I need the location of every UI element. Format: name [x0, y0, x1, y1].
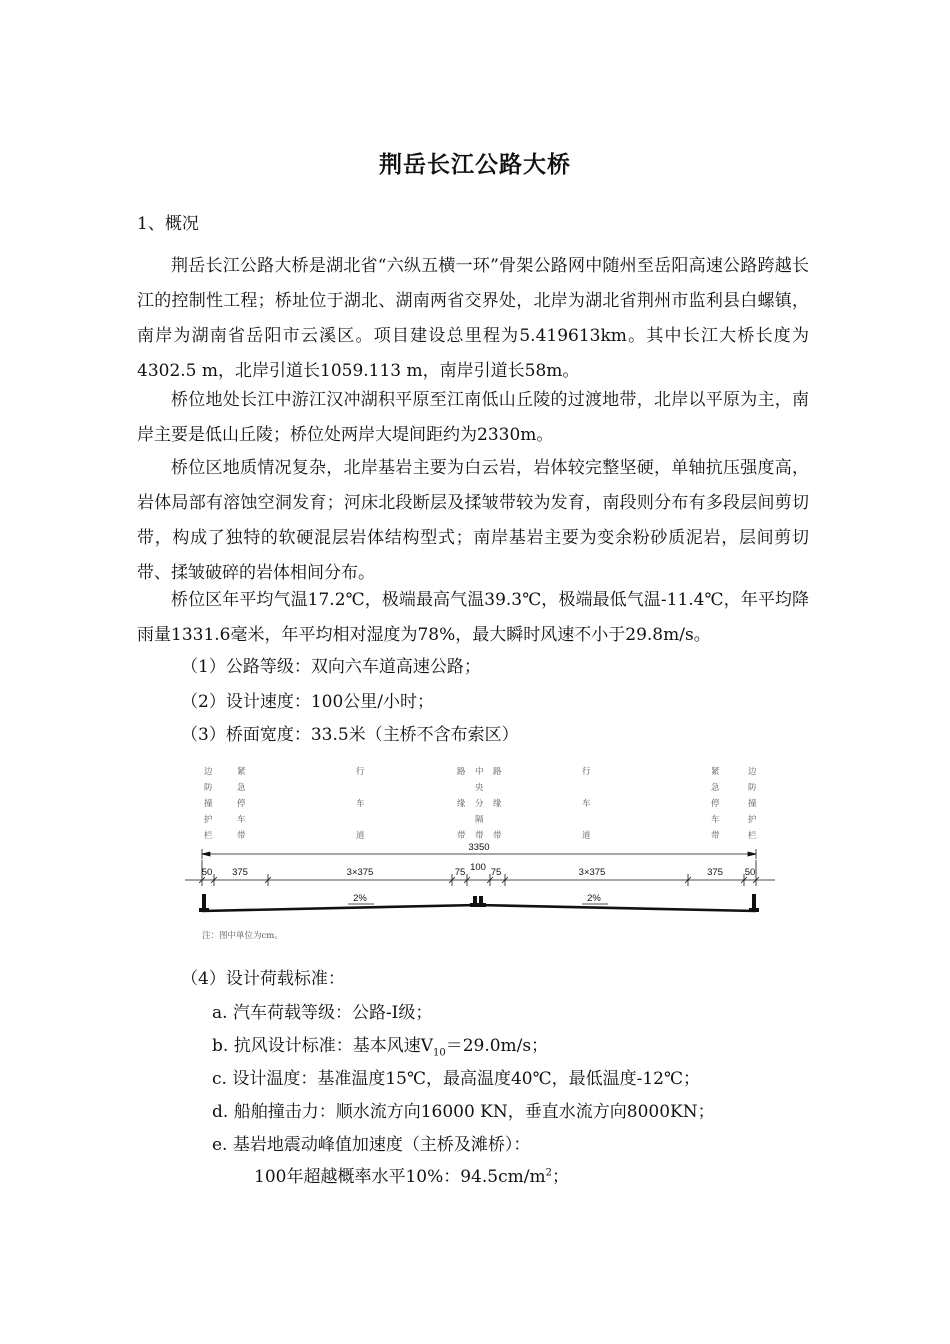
guardrail-right-shape [749, 894, 759, 912]
svg-text:急: 急 [711, 783, 720, 793]
load-item-a: a. 汽车荷载等级：公路-Ⅰ级； [212, 1003, 433, 1023]
svg-text:车: 车 [356, 799, 365, 809]
label-edge-left [457, 766, 466, 841]
paragraph-geology: 桥位区地质情况复杂，北岸基岩主要为白云岩，岩体较完整坚硬，单轴抗压强度高，岩体局部有溶蚀空洞发育；河床北段断层及揉皱带较为发育，南段则分布有多段层间剪切带，构成了独特的软硬混层岩体结构型式；南岸基岩主要为变余粉砂质泥岩，层间剪切带、揉皱破碎的岩体相间分布。 [137, 458, 809, 583]
slope-left-label: 2% [353, 893, 367, 904]
label-lane-right [582, 766, 591, 841]
svg-text:带: 带 [475, 831, 484, 841]
median-barrier-shape [470, 896, 486, 907]
page-title: 荆岳长江公路大桥 [379, 152, 571, 178]
paragraph-climate: 桥位区年平均气温17.2℃，极端最高气温39.3℃，极端最低气温-11.4℃，年平均降雨量1331.6毫米，年平均相对湿度为78%，最大瞬时风速不小于29.8m/s。 [137, 590, 809, 645]
svg-text:边: 边 [204, 767, 213, 777]
svg-text:央: 央 [475, 783, 484, 793]
load-item-c: c. 设计温度：基准温度15℃，最高温度40℃，最低温度-12℃； [212, 1069, 701, 1089]
label-emergency-left [237, 766, 246, 841]
loads-heading: （4）设计荷载标准： [181, 969, 345, 989]
svg-text:栏: 栏 [748, 831, 757, 841]
svg-text:带: 带 [493, 831, 502, 841]
svg-text:护: 护 [204, 815, 213, 825]
svg-text:防: 防 [204, 783, 213, 793]
svg-text:路: 路 [457, 767, 466, 777]
svg-text:缘: 缘 [457, 799, 466, 809]
svg-text:栏: 栏 [204, 831, 213, 841]
paragraph-overview: 荆岳长江公路大桥是湖北省“六纵五横一环”骨架公路网中随州至岳阳高速公路跨越长江的控制性工程；桥址位于湖北、湖南两省交界处，北岸为湖北省荆州市监利县白螺镇，南岸为湖南省岳阳市云溪区。项目建设总里程为5.419613km。其中长江大桥长度为4302.5 m，北岸引道长1059.113 m，南岸引道长58m。 [137, 256, 809, 381]
dimension-total-label: 3350 [468, 842, 490, 853]
label-median [475, 766, 484, 841]
slope-right-label: 2% [587, 893, 601, 904]
dim-edge-right: 75 [490, 867, 502, 878]
label-guardrail-right [748, 766, 757, 841]
load-item-e: e. 基岩地震动峰值加速度（主桥及滩桥）： [212, 1135, 531, 1155]
svg-text:行: 行 [356, 767, 365, 777]
load-item-b: b. 抗风设计标准：基本风速$V_{10}=29.0m/s$； [212, 1036, 549, 1059]
svg-text:带: 带 [711, 831, 720, 841]
dim-edge-left: 75 [454, 867, 466, 878]
paragraph-location: 桥位地处长江中游江汉冲湖积平原至江南低山丘陵的过渡地带，北岸以平原为主，南岸主要是低山丘陵；桥位处两岸大堤间距约为2330m。 [137, 390, 809, 445]
label-edge-right [493, 766, 502, 841]
item-design-speed: （2）设计速度：100公里/小时； [181, 692, 434, 712]
item-road-grade: （1）公路等级：双向六车道高速公路； [181, 657, 481, 677]
svg-text:紧: 紧 [237, 767, 246, 777]
dim-median: 100 [470, 862, 486, 873]
load-item-d: d. 船舶撞击力：顺水流方向16000 KN，垂直水流方向8000KN； [212, 1102, 715, 1122]
svg-text:急: 急 [237, 783, 246, 793]
dim-lanes-left: 3×375 [346, 867, 374, 878]
svg-text:缘: 缘 [493, 799, 502, 809]
diagram-note: 注：图中单位为cm。 [202, 931, 283, 941]
svg-text:车: 车 [711, 815, 720, 825]
svg-text:车: 车 [237, 815, 246, 825]
dim-emergency-right: 375 [707, 867, 723, 878]
dim-lanes-right: 3×375 [578, 867, 606, 878]
load-item-e1: 100年超越概率水平10%：$94.5cm/m^2$； [254, 1167, 569, 1187]
dim-emergency-left: 375 [232, 867, 248, 878]
svg-text:紧: 紧 [711, 767, 720, 777]
svg-text:撞: 撞 [204, 799, 213, 809]
svg-text:带: 带 [237, 831, 246, 841]
label-emergency-right [711, 766, 720, 841]
svg-text:道: 道 [356, 831, 365, 841]
svg-text:车: 车 [582, 799, 591, 809]
svg-text:撞: 撞 [748, 799, 757, 809]
label-lane-left [356, 766, 365, 841]
svg-text:中: 中 [475, 767, 484, 777]
svg-text:行: 行 [582, 767, 591, 777]
bridge-cross-section-diagram [180, 760, 780, 950]
dim-guardrail-right: 50 [744, 867, 756, 878]
section-heading: 1、概况 [137, 214, 199, 234]
svg-text:分: 分 [475, 799, 484, 809]
svg-text:道: 道 [582, 831, 591, 841]
svg-text:边: 边 [748, 767, 757, 777]
dim-guardrail-left: 50 [201, 867, 213, 878]
svg-text:隔: 隔 [475, 815, 484, 825]
svg-text:停: 停 [711, 799, 720, 809]
svg-text:停: 停 [237, 799, 246, 809]
guardrail-left-shape [199, 894, 209, 912]
svg-text:护: 护 [748, 815, 757, 825]
label-guardrail-left [204, 766, 213, 841]
svg-text:路: 路 [493, 767, 502, 777]
svg-text:带: 带 [457, 831, 466, 841]
item-deck-width: （3）桥面宽度：33.5米（主桥不含布索区） [181, 725, 519, 745]
svg-text:防: 防 [748, 783, 757, 793]
